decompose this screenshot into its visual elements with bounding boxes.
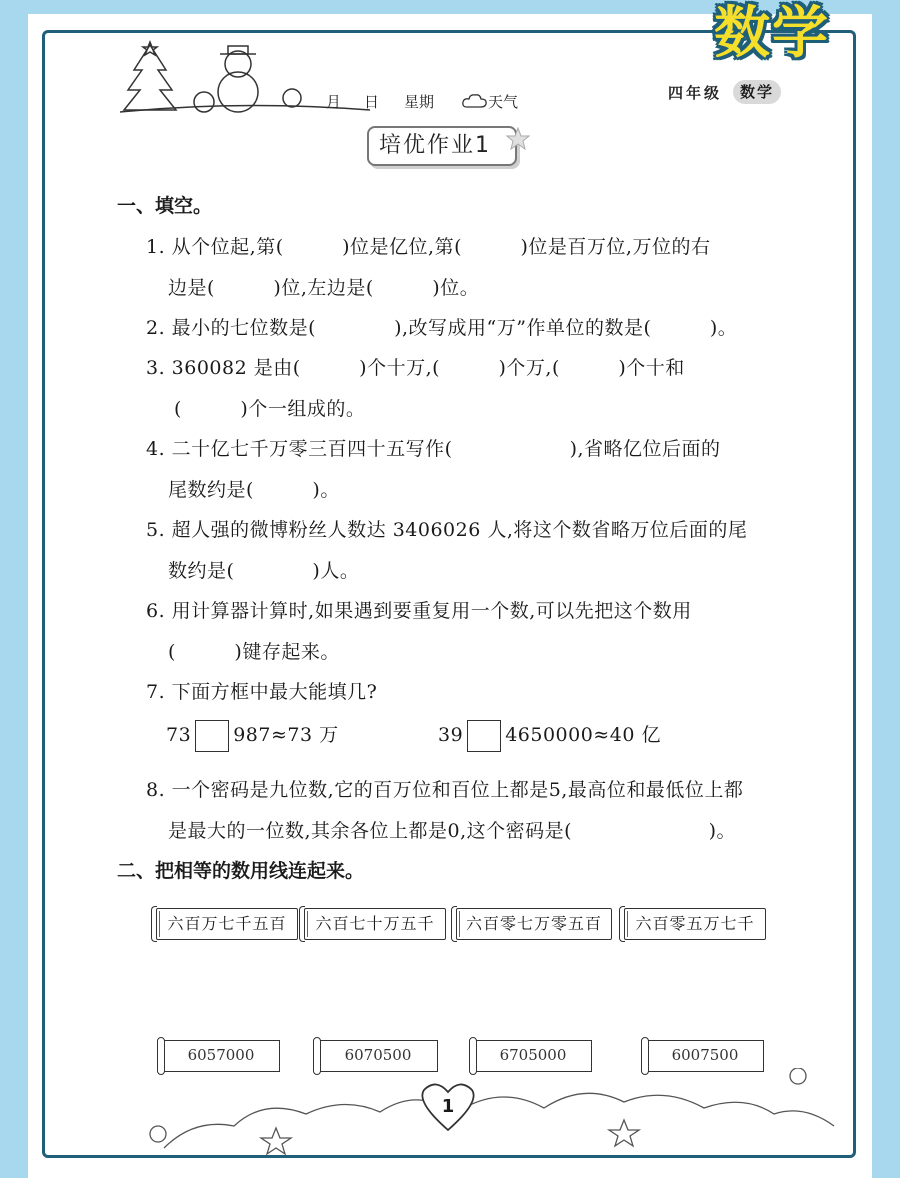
word-card-1[interactable]: 六百万七千五百 — [156, 908, 298, 940]
word-card-4[interactable]: 六百零五万七千 — [624, 908, 766, 940]
section-1-heading: 一、填空。 — [117, 195, 213, 217]
star-icon — [500, 126, 530, 156]
number-card-1[interactable]: 6057000 — [162, 1040, 280, 1072]
cloud-icon — [462, 92, 488, 110]
grade-subject-tag: 数学 — [733, 80, 781, 104]
section-2-heading: 二、把相等的数用线连起来。 — [117, 860, 365, 882]
question-2-line: 2. 最小的七位数是( ),改写成用“万”作单位的数是( )。 — [146, 317, 738, 339]
word-card-2[interactable]: 六百七十万五千 — [304, 908, 446, 940]
page-number: 1 — [441, 1096, 455, 1117]
question-8-line-2: 是最大的一位数,其余各位上都是0,这个密码是( )。 — [168, 820, 736, 842]
q7a-answer-box[interactable] — [195, 720, 229, 752]
question-7-line: 7. 下面方框中最大能填几? — [146, 681, 378, 703]
question-4-line-2: 尾数约是( )。 — [168, 479, 340, 501]
question-5-line-1: 5. 超人强的微博粉丝人数达 3406026 人,将这个数省略万位后面的尾 — [146, 519, 748, 541]
number-card-4[interactable]: 6007500 — [646, 1040, 764, 1072]
number-card-3[interactable]: 6705000 — [474, 1040, 592, 1072]
question-4-line-1: 4. 二十亿七千万零三百四十五写作( ),省略亿位后面的 — [146, 438, 721, 460]
word-card-3[interactable]: 六百零七万零五百 — [456, 908, 612, 940]
question-6-line-1: 6. 用计算器计算时,如果遇到要重复用一个数,可以先把这个数用 — [146, 600, 692, 622]
date-weekday-label: 星期 — [404, 93, 435, 111]
q7a-left-number: 73 — [166, 724, 192, 746]
question-1-line-2: 边是( )位,左边是( )位。 — [168, 277, 480, 299]
subject-badge: 数学 — [714, 1, 830, 66]
q7a-right-number: 987≈73 万 — [233, 724, 339, 746]
number-card-2[interactable]: 6070500 — [318, 1040, 438, 1072]
date-day-label: 日 — [364, 93, 380, 111]
question-7-item-b — [438, 720, 661, 752]
grade-label: 四年级 — [668, 84, 723, 102]
question-1-line-1: 1. 从个位起,第( )位是亿位,第( )位是百万位,万位的右 — [146, 236, 711, 258]
question-3-line-2: ( )个一组成的。 — [174, 398, 366, 420]
worksheet-title: 培优作业1 — [367, 126, 517, 166]
date-month-label: 月 — [326, 93, 342, 111]
question-3-line-1: 3. 360082 是由( )个十万,( )个万,( )个十和 — [146, 357, 685, 379]
q7b-left-number: 39 — [438, 724, 464, 746]
question-8-line-1: 8. 一个密码是九位数,它的百万位和百位上都是5,最高位和最低位上都 — [146, 779, 744, 801]
question-7-item-a — [166, 720, 339, 752]
date-weather-label: 天气 — [488, 93, 519, 111]
question-5-line-2: 数约是( )人。 — [168, 560, 360, 582]
question-6-line-2: ( )键存起来。 — [168, 641, 340, 663]
q7b-answer-box[interactable] — [467, 720, 501, 752]
q7b-right-number: 4650000≈40 亿 — [505, 724, 661, 746]
